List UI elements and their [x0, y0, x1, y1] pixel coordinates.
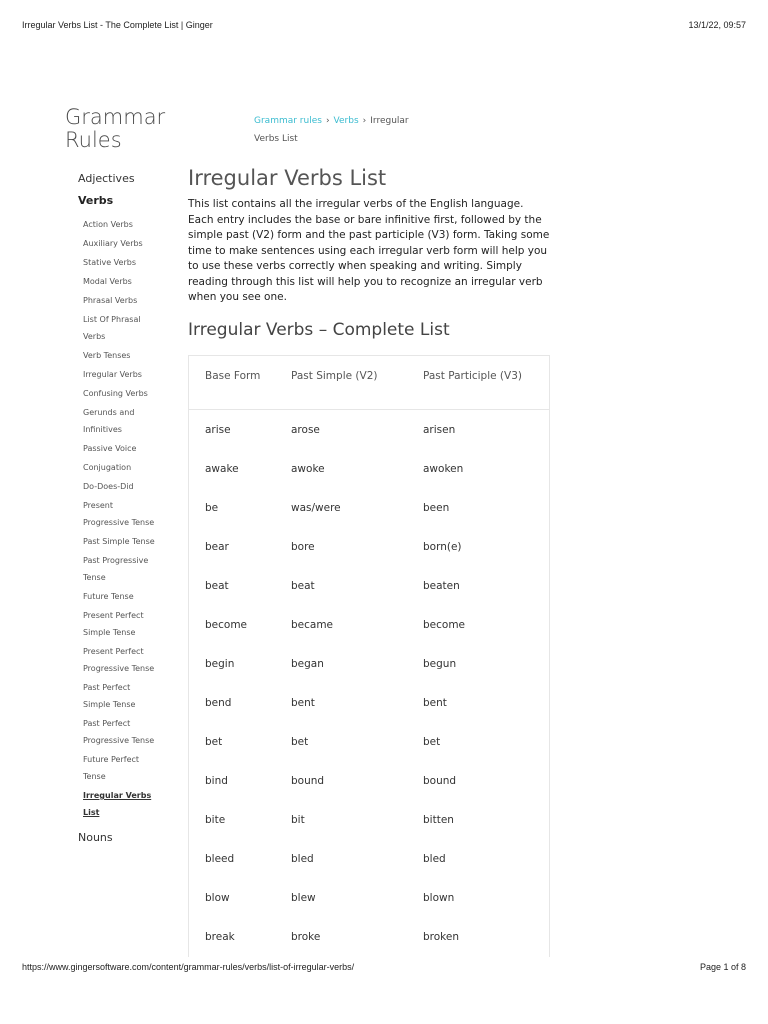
sidebar-subitem[interactable]: Present Progressive Tense: [83, 501, 155, 527]
table-cell: been: [423, 502, 450, 514]
column-header-base-form: Base Form: [205, 369, 261, 382]
sidebar-subitem[interactable]: Modal Verbs: [83, 277, 132, 286]
print-page-title: Irregular Verbs List - The Complete List | Ginger: [22, 20, 213, 30]
table-row: [189, 879, 549, 918]
section-title: Irregular Verbs – Complete List: [188, 319, 450, 340]
sidebar-subitem[interactable]: Past Progressive Tense: [83, 556, 149, 582]
sidebar-subitem[interactable]: Stative Verbs: [83, 258, 136, 267]
table-cell: arisen: [423, 424, 456, 436]
table-cell: bend: [205, 697, 232, 709]
table-cell: blew: [291, 892, 316, 904]
table-cell: beat: [291, 580, 315, 592]
table-cell: break: [205, 931, 235, 943]
table-row: [189, 840, 549, 879]
table-cell: bled: [423, 853, 446, 865]
table-cell: bound: [423, 775, 457, 787]
table-cell: bind: [205, 775, 228, 787]
breadcrumb-separator-icon: ›: [325, 116, 330, 126]
sidebar-subitem[interactable]: Past Perfect Progressive Tense: [83, 719, 155, 745]
table-cell: bite: [205, 814, 226, 826]
table-cell: beaten: [423, 580, 460, 592]
table-row: [189, 567, 549, 606]
site-title-line2: Rules: [65, 128, 122, 152]
table-cell: broke: [291, 931, 321, 943]
table-row: [189, 684, 549, 723]
table-cell: bitten: [423, 814, 454, 826]
sidebar-subitem[interactable]: Action Verbs: [83, 220, 133, 229]
main-content: [188, 164, 550, 957]
sidebar-subitem[interactable]: Do-Does-Did: [83, 482, 134, 491]
table-row: [189, 606, 549, 645]
table-cell: bet: [291, 736, 309, 748]
table-cell: bet: [423, 736, 441, 748]
table-cell: beat: [205, 580, 229, 592]
breadcrumb-grammar-rules[interactable]: Grammar rules: [254, 116, 322, 126]
sidebar-subitem[interactable]: Irregular Verbs: [83, 370, 142, 379]
table-cell: awake: [205, 463, 239, 475]
sidebar-item-nouns[interactable]: Nouns: [78, 831, 113, 844]
table-cell: bound: [291, 775, 325, 787]
table-row: [189, 411, 549, 450]
table-cell: broken: [423, 931, 459, 943]
table-body: [189, 410, 549, 957]
table-header-row: [189, 356, 549, 410]
irregular-verbs-table: [188, 355, 550, 957]
sidebar-subitem[interactable]: Gerunds and Infinitives: [83, 408, 135, 434]
table-cell: bleed: [205, 853, 235, 865]
sidebar-verbs-submenu: [83, 216, 160, 821]
breadcrumb: [254, 112, 414, 148]
table-cell: awoke: [291, 463, 325, 475]
table-cell: bent: [291, 697, 315, 709]
sidebar-subitem[interactable]: Past Simple Tense: [83, 537, 155, 546]
table-cell: born(e): [423, 541, 462, 553]
sidebar-subitem[interactable]: Present Perfect Progressive Tense: [83, 647, 155, 673]
page-title: Irregular Verbs List: [188, 166, 387, 190]
sidebar-subitem[interactable]: Future Perfect Tense: [83, 755, 140, 781]
table-cell: bit: [291, 814, 305, 826]
site-title[interactable]: [65, 106, 175, 152]
print-datetime: 13/1/22, 09:57: [688, 20, 746, 30]
table-cell: bore: [291, 541, 315, 553]
table-cell: blown: [423, 892, 455, 904]
sidebar-subitem[interactable]: Present Perfect Simple Tense: [83, 611, 144, 637]
sidebar-item-adjectives[interactable]: Adjectives: [78, 172, 135, 185]
table-cell: arose: [291, 424, 320, 436]
breadcrumb-verbs[interactable]: Verbs: [333, 116, 359, 126]
print-page-number: Page 1 of 8: [699, 962, 746, 972]
table-cell: begin: [205, 658, 235, 670]
sidebar-subitem[interactable]: Phrasal Verbs: [83, 296, 138, 305]
table-cell: was/were: [291, 502, 341, 514]
sidebar-item-verbs[interactable]: Verbs: [78, 194, 114, 207]
sidebar-subitem[interactable]: Irregular Verbs List: [83, 791, 152, 817]
table-row: [189, 762, 549, 801]
table-cell: blow: [205, 892, 230, 904]
table-row: [189, 723, 549, 762]
site-title-line1: Grammar: [65, 105, 166, 129]
sidebar-subitem[interactable]: List Of Phrasal Verbs: [83, 315, 141, 341]
sidebar-subitem[interactable]: Future Tense: [83, 592, 134, 601]
table-row: [189, 528, 549, 567]
table-cell: be: [205, 502, 219, 514]
sidebar-subitem[interactable]: Conjugation: [83, 463, 132, 472]
intro-paragraph: This list contains all the irregular verbs of the English language. Each entry includes the base or bare infinitive first, followed by the simple past (V2) form and the past participle (V3) form. Taking some time to make sentences using each irregular verb form will help you to use these verbs correctly when speaking and writing. Simply reading through this list will help you to recognize an irregular verb when you see one.: [188, 198, 550, 303]
breadcrumb-current: Irregular Verbs List: [254, 116, 409, 144]
table-row: [189, 801, 549, 840]
sidebar-subitem[interactable]: Verb Tenses: [83, 351, 131, 360]
print-footer: [22, 962, 746, 972]
table-cell: bent: [423, 697, 447, 709]
table-row: [189, 645, 549, 684]
sidebar-subitem[interactable]: Passive Voice: [83, 444, 137, 453]
table-cell: become: [205, 619, 248, 631]
table-cell: become: [423, 619, 466, 631]
table-cell: became: [291, 619, 334, 631]
table-cell: begun: [423, 658, 457, 670]
table-row: [189, 450, 549, 489]
table-cell: arise: [205, 424, 231, 436]
table-row: [189, 489, 549, 528]
breadcrumb-separator-icon: ›: [362, 116, 367, 126]
print-url: https://www.gingersoftware.com/content/grammar-rules/verbs/list-of-irregular-verbs/: [22, 962, 355, 972]
table-cell: began: [291, 658, 324, 670]
table-cell: awoken: [423, 463, 464, 475]
table-cell: bet: [205, 736, 223, 748]
table-cell: bled: [291, 853, 314, 865]
print-header: [22, 20, 746, 30]
sidebar-subitem[interactable]: Auxiliary Verbs: [83, 239, 143, 248]
column-header-past-participle: Past Participle (V3): [423, 369, 522, 382]
table-cell: bear: [205, 541, 229, 553]
sidebar-subitem[interactable]: Past Perfect Simple Tense: [83, 683, 136, 709]
sidebar-subitem[interactable]: Confusing Verbs: [83, 389, 148, 398]
column-header-past-simple: Past Simple (V2): [291, 369, 378, 382]
table-row: [189, 918, 549, 957]
sidebar: [78, 168, 160, 849]
